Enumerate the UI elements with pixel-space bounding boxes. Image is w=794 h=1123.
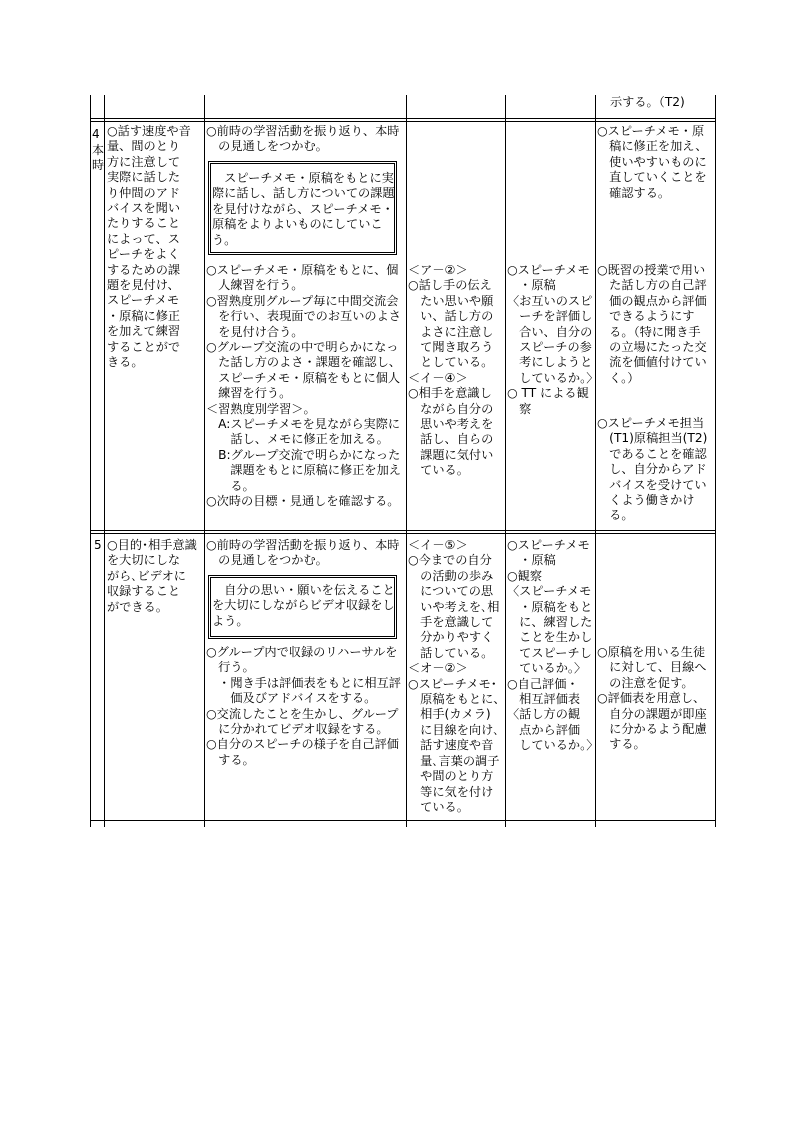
text-line: を見付け合う。 <box>206 324 304 339</box>
text-line: ○スピーチメモ・原 <box>597 124 705 138</box>
goal-cell <box>107 124 191 371</box>
text-line: 話し、メモに修正を加える。 <box>206 432 389 447</box>
text-line: てスピーチし <box>507 645 592 660</box>
text-line: る。 <box>597 508 634 523</box>
text-line: 話す速度や音 <box>408 738 494 753</box>
text-line: 原稿をよりよいものにしていこ <box>212 217 383 232</box>
text-line: ＜イ－⑤＞ <box>408 538 468 552</box>
text-line: た話し方のよさ・課題を確認し、 <box>206 355 401 370</box>
text-line: ている。 <box>408 463 469 478</box>
text-line: ○前時の学習活動を振り返り、本時 <box>206 538 400 552</box>
column-border <box>90 95 91 827</box>
text-line: を加えて練習 <box>107 324 181 339</box>
text-line: 4 <box>92 127 100 141</box>
text-line: としている。 <box>408 355 494 370</box>
text-line: 考にしようと <box>507 355 593 370</box>
text-line: 直していくことを <box>597 170 707 185</box>
text-line: 際に話し、話し方についての課題 <box>212 186 395 201</box>
text-line: 量､言葉の調子 <box>408 753 500 768</box>
text-line: う。 <box>212 232 237 247</box>
text-line: ○スピーチメモ <box>507 263 590 277</box>
text-line: ている。 <box>408 799 469 814</box>
text-line: 〈話し方の観 <box>507 707 581 722</box>
text-line: ているか。〉 <box>507 661 587 676</box>
text-line: スピーチメモ <box>107 293 180 308</box>
text-line: 課題をもとに原稿に修正を加え <box>206 463 401 478</box>
goal-cell <box>107 538 197 615</box>
text-line: であることを確認 <box>597 446 707 461</box>
text-line: て聞き取ろう <box>408 340 494 355</box>
text-line: バイスを聞い <box>107 201 181 216</box>
activity-main <box>206 263 401 510</box>
text-line: 価の観点から評価 <box>597 293 707 308</box>
evaluation-criteria <box>408 263 493 479</box>
text-line: ○スピーチメモ担当 <box>597 416 705 430</box>
text-line: 5 <box>94 538 102 552</box>
support-text-continued <box>610 95 685 110</box>
text-line: する。 <box>597 737 646 752</box>
text-line: よさに注意し <box>408 324 494 339</box>
text-line: スピーチの参 <box>507 340 592 355</box>
text-line: し、自分からアド <box>597 462 707 477</box>
text-line: 自分の思い・願いを伝えること <box>212 583 395 597</box>
text-line: 量、間のとり <box>107 139 181 154</box>
text-line: ことを生かし <box>507 630 593 645</box>
text-line: 使いやすいものに <box>597 154 707 169</box>
text-line: 相手(カメラ) <box>408 707 491 722</box>
text-line: しているか。〉 <box>507 370 599 385</box>
text-line: 実際に話した <box>107 170 181 185</box>
text-line: の見通しをつかむ。 <box>206 553 328 568</box>
text-line: を行い、表現面でのお互いのよさ <box>206 309 401 324</box>
text-line: ができる。 <box>107 599 168 614</box>
text-line: 思いや考えを <box>408 417 494 432</box>
text-line: に、練習した <box>507 615 593 630</box>
text-line: 〈スピーチメモ <box>507 584 592 599</box>
text-line: きる。 <box>107 355 144 370</box>
text-line: A:スピーチメモを見ながら実際に <box>206 417 401 432</box>
text-line: ・原稿 <box>507 278 556 293</box>
text-line: いや考えを､相 <box>408 599 500 614</box>
text-line: た話し方の自己評 <box>597 278 707 293</box>
text-line: の立場にたった交 <box>597 340 707 355</box>
text-line: ーチを評価し <box>507 309 593 324</box>
text-line: 分かりやすく <box>408 630 494 645</box>
text-line: り仲間のアド <box>107 185 181 200</box>
text-line: ○グループ交流の中で明らかになっ <box>206 340 399 355</box>
text-line: 点から評価 <box>507 722 581 737</box>
activity-intro <box>206 538 399 569</box>
text-line: ＜イ－④＞ <box>408 370 468 385</box>
activity-intro <box>206 124 399 155</box>
text-line: に目線を向け､ <box>408 722 500 737</box>
text-line: たりすること <box>107 216 181 231</box>
support-note <box>597 263 707 386</box>
text-line: を大切にしな <box>107 553 181 568</box>
text-line: ○スピーチメモ・原稿をもとに、個 <box>206 263 399 277</box>
text-line: ＜習熟度別学習＞。 <box>206 401 316 416</box>
text-line: に対して、目線へ <box>597 660 707 675</box>
text-line: ○スピーチメモ <box>507 538 590 552</box>
column-border <box>406 95 407 827</box>
text-line: 流を価値付けてい <box>597 355 707 370</box>
text-line: ○前時の学習活動を振り返り、本時 <box>206 124 400 138</box>
text-line: に分かれてビデオ収録をする。 <box>206 722 389 737</box>
row-divider-middle <box>90 530 715 531</box>
hour-cell <box>94 538 102 553</box>
text-line: しているか。〉 <box>507 738 599 753</box>
text-line: 収録すること <box>107 584 181 599</box>
text-line: ○既習の授業で用い <box>597 263 706 277</box>
text-line: についての思 <box>408 584 494 599</box>
text-line: 価及びアドバイスをする。 <box>206 691 377 706</box>
text-line: 練習を行う。 <box>206 386 292 401</box>
text-line: ・聞き手は評価表をもとに相互評 <box>206 675 401 690</box>
text-line: 題を見付け、 <box>107 278 180 293</box>
text-line: することがで <box>107 339 181 354</box>
text-line: 時 <box>92 158 105 173</box>
text-line: ○習熟度別グループ毎に中間交流会 <box>206 293 399 308</box>
text-line: バイスを受けてい <box>597 477 707 492</box>
text-line: ・原稿に修正 <box>107 308 181 323</box>
lesson-goal-text <box>212 171 395 248</box>
text-line: 確認する。 <box>597 185 671 200</box>
evaluation-method <box>507 538 598 754</box>
text-line: の見通しをつかむ。 <box>206 139 328 154</box>
text-line: くよう働きかけ <box>597 493 695 508</box>
text-line: を見付けながら、スピーチメモ・ <box>212 201 394 216</box>
text-line: スピーチメモ・原稿をもとに実 <box>212 171 394 185</box>
text-line: 人練習を行う。 <box>206 278 304 293</box>
text-line: 合い、自分の <box>507 324 593 339</box>
row-divider-top <box>90 121 715 122</box>
text-line: ・原稿 <box>507 553 556 568</box>
text-line: ピーチをよく <box>107 247 180 262</box>
lesson-goal-text <box>212 583 395 629</box>
text-line: ○観察 <box>507 568 543 583</box>
text-line: 方に注意して <box>107 154 181 169</box>
text-line: ○グループ内で収録のリハーサルを <box>206 645 398 659</box>
text-line: 話し、自らの <box>408 432 494 447</box>
text-line: スピーチメモ・原稿をもとに個人 <box>206 370 401 385</box>
text-line: ○今までの自分 <box>408 553 492 568</box>
text-line: ○ TT による観 <box>507 386 589 401</box>
text-line: ・原稿をもと <box>507 599 593 614</box>
text-line: できるようにす <box>597 309 695 324</box>
text-line: 示する。（T2) <box>610 95 685 109</box>
text-line: する。 <box>206 752 255 767</box>
support-note <box>597 124 707 201</box>
text-line: 相互評価表 <box>507 692 581 707</box>
text-line: ながら自分の <box>408 401 494 416</box>
row-divider-bottom <box>90 820 715 821</box>
text-line: 課題に気付い <box>408 447 494 462</box>
text-line: ＜ア－②＞ <box>408 263 468 277</box>
text-line: 話している。 <box>408 645 494 660</box>
text-line: 原稿をもとに、 <box>408 692 506 707</box>
text-line: するための課 <box>107 262 181 277</box>
text-line: B:グループ交流で明らかになった <box>206 447 401 462</box>
evaluation-method <box>507 263 598 417</box>
text-line: る。（特に聞き手 <box>597 324 701 339</box>
text-line: く。） <box>597 370 640 385</box>
text-line: ○相手を意識し <box>408 386 492 401</box>
text-line: ○話し手の伝え <box>408 278 492 293</box>
text-line: 自分の課題が即座 <box>597 706 707 721</box>
text-line: ○話す速度や音 <box>107 124 191 138</box>
text-line: ○次時の目標・見通しを確認する。 <box>206 494 400 509</box>
text-line: を大切にしながらビデオ収録をし <box>212 598 395 613</box>
text-line: ○自分のスピーチの様子を自己評価 <box>206 737 399 752</box>
text-line: 等に気を付け <box>408 784 494 799</box>
text-line: よう。 <box>212 613 249 628</box>
text-line: 〈お互いのスピ <box>507 293 593 308</box>
text-line: ○スピーチメモ･ <box>408 676 497 691</box>
text-line: 察 <box>507 401 532 416</box>
support-note <box>597 645 707 753</box>
text-line: や間のとり方 <box>408 769 494 784</box>
text-line: の注意を促す。 <box>597 675 694 690</box>
text-line: がら､ビデオに <box>107 568 186 583</box>
text-line: ○自己評価・ <box>507 676 579 691</box>
text-line: に分かるよう配慮 <box>597 722 707 737</box>
column-border <box>204 95 205 827</box>
text-line: たい思いや願 <box>408 293 494 308</box>
text-line: によって、ス <box>107 231 180 246</box>
evaluation-criteria <box>408 538 506 815</box>
text-line: い、話し方の <box>408 309 494 324</box>
support-note <box>597 416 707 524</box>
text-line: ○評価表を用意し、 <box>597 691 706 706</box>
activity-main <box>206 645 401 768</box>
text-line: る。 <box>206 478 255 493</box>
row-divider-top <box>90 118 715 119</box>
hour-cell <box>92 127 104 174</box>
column-border <box>715 95 716 827</box>
text-line: 稿に修正を加え、 <box>597 139 708 154</box>
row-divider-middle <box>90 533 715 534</box>
text-line: ○交流したことを生かし、グループ <box>206 706 399 721</box>
text-line: (T1)原稿担当(T2) <box>597 431 708 446</box>
text-line: の活動の歩み <box>408 568 494 583</box>
text-line: 行う。 <box>206 660 255 675</box>
column-border <box>104 95 105 827</box>
text-line: 本 <box>92 142 105 157</box>
text-line: ○目的･相手意識 <box>107 538 197 552</box>
text-line: ＜オ－②＞ <box>408 661 468 676</box>
text-line: 手を意識して <box>408 615 494 630</box>
text-line: ○原稿を用いる生徒 <box>597 645 706 659</box>
